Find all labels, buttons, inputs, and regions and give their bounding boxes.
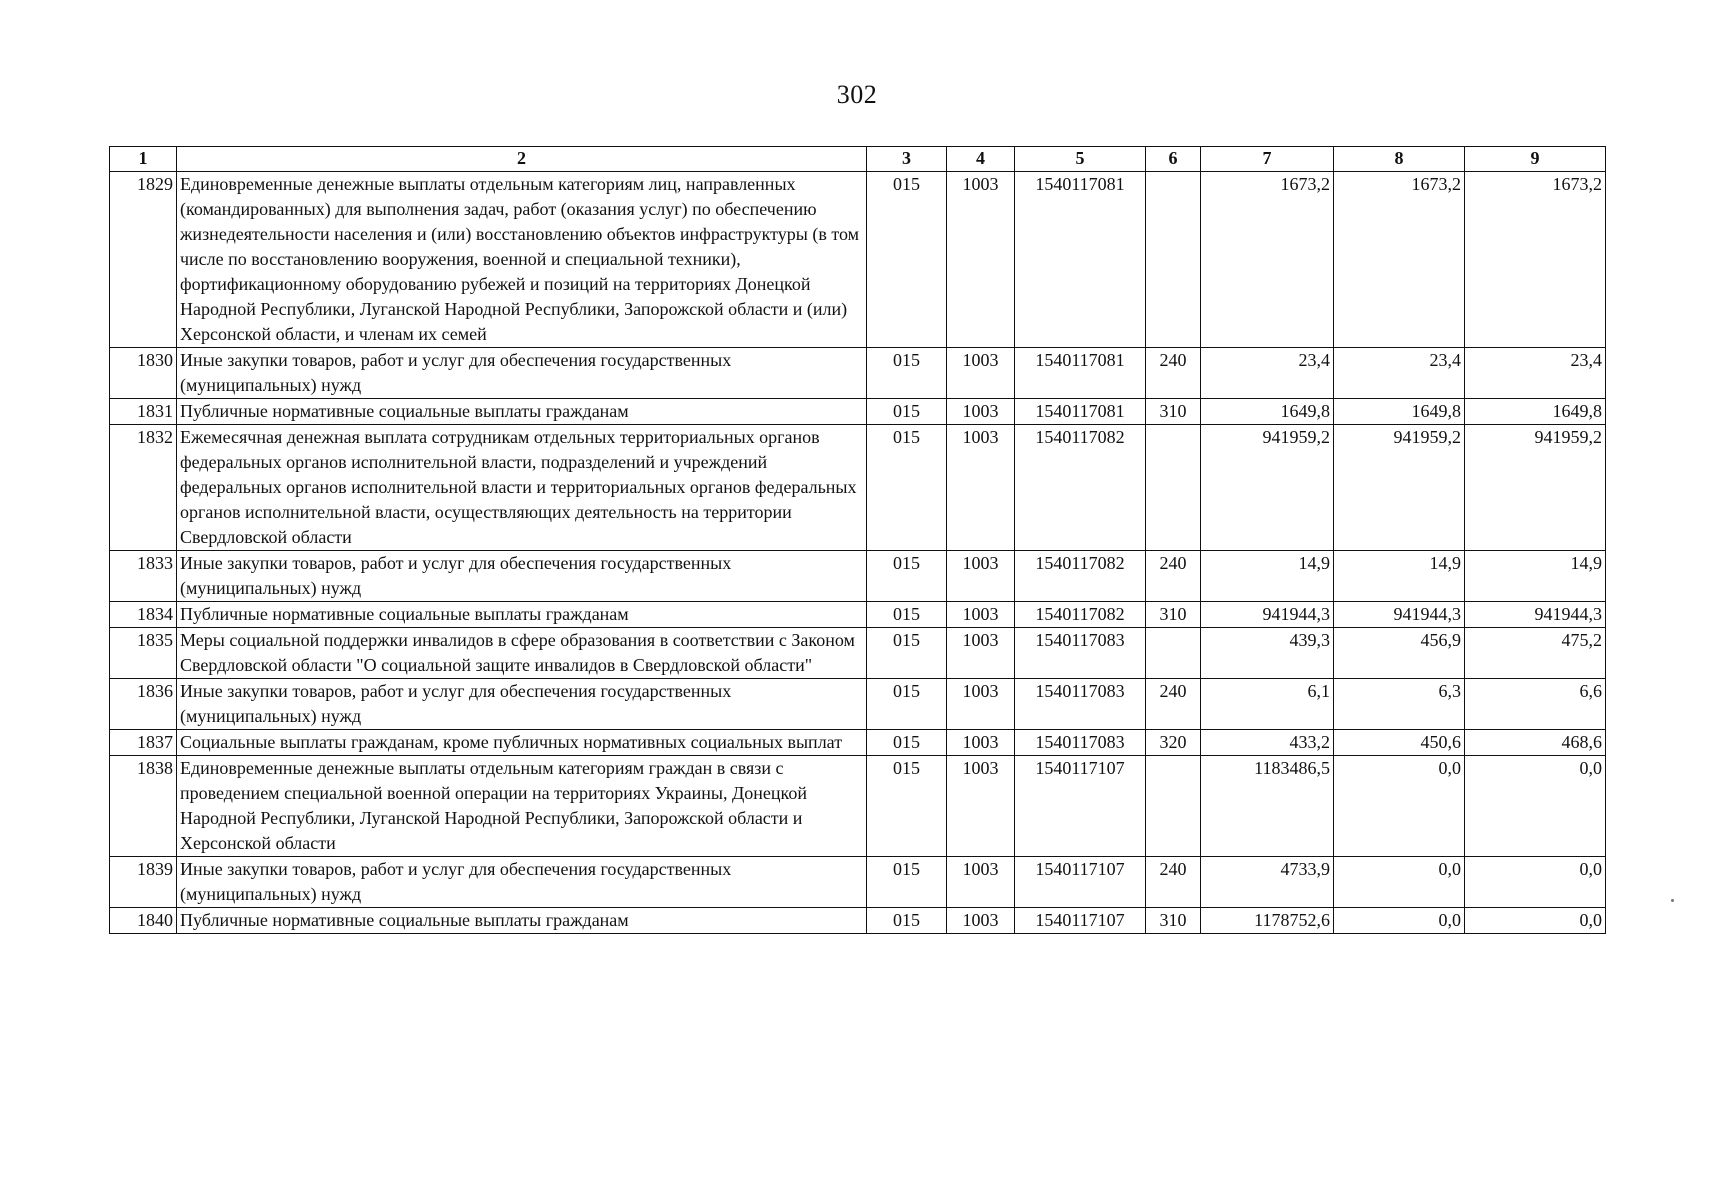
row-amount-col9-cell: 475,2 xyxy=(1465,628,1606,679)
row-section-code-cell: 1003 xyxy=(947,425,1015,551)
header-col-1: 1 xyxy=(110,147,177,172)
row-amount-col8-cell: 14,9 xyxy=(1334,551,1465,602)
header-col-4: 4 xyxy=(947,147,1015,172)
row-amount-col8-cell: 1649,8 xyxy=(1334,399,1465,425)
row-chapter-code-cell: 015 xyxy=(867,348,947,399)
table-row xyxy=(110,857,1606,908)
row-expense-type-cell: 240 xyxy=(1146,857,1201,908)
row-section-code-cell: 1003 xyxy=(947,602,1015,628)
row-number-cell: 1836 xyxy=(110,679,177,730)
table-row xyxy=(110,172,1606,348)
table-row xyxy=(110,348,1606,399)
row-amount-col8-cell: 941944,3 xyxy=(1334,602,1465,628)
row-name-cell: Меры социальной поддержки инвалидов в сфере образования в соответствии с Законом Свердловской области "О социальной защите инвалидов в Свердловской области" xyxy=(177,628,867,679)
row-amount-col7-cell: 4733,9 xyxy=(1201,857,1334,908)
row-number-cell: 1830 xyxy=(110,348,177,399)
row-amount-col8-cell: 1673,2 xyxy=(1334,172,1465,348)
row-chapter-code-cell: 015 xyxy=(867,425,947,551)
table-row xyxy=(110,628,1606,679)
row-name-cell: Публичные нормативные социальные выплаты гражданам xyxy=(177,908,867,934)
row-name-cell: Иные закупки товаров, работ и услуг для обеспечения государственных (муниципальных) нужд xyxy=(177,348,867,399)
page-number: 302 xyxy=(836,80,878,109)
row-amount-col8-cell: 23,4 xyxy=(1334,348,1465,399)
row-amount-col9-cell: 14,9 xyxy=(1465,551,1606,602)
row-name-cell: Единовременные денежные выплаты отдельным категориям лиц, направленных (командированных) для выполнения задач, работ (оказания услуг) по обеспечению жизнедеятельности населения и (или) восстановлению объектов инфраструктуры (в том числе по восстановлению вооружения, военной и специальной техники), фортификационному оборудованию рубежей и позиций на территориях Донецкой Народной Республики, Луганской Народной Республики, Запорожской области и (или) Херсонской области, и членам их семей xyxy=(177,172,867,348)
row-section-code-cell: 1003 xyxy=(947,857,1015,908)
row-name-cell: Публичные нормативные социальные выплаты гражданам xyxy=(177,602,867,628)
row-target-code-cell: 1540117083 xyxy=(1015,628,1146,679)
row-amount-col7-cell: 14,9 xyxy=(1201,551,1334,602)
row-amount-col9-cell: 1649,8 xyxy=(1465,399,1606,425)
row-chapter-code-cell: 015 xyxy=(867,908,947,934)
row-chapter-code-cell: 015 xyxy=(867,857,947,908)
row-expense-type-cell: 320 xyxy=(1146,730,1201,756)
table-row xyxy=(110,679,1606,730)
header-col-9: 9 xyxy=(1465,147,1606,172)
row-expense-type-cell xyxy=(1146,756,1201,857)
row-section-code-cell: 1003 xyxy=(947,679,1015,730)
row-target-code-cell: 1540117107 xyxy=(1015,857,1146,908)
row-number-cell: 1831 xyxy=(110,399,177,425)
row-expense-type-cell xyxy=(1146,425,1201,551)
row-chapter-code-cell: 015 xyxy=(867,399,947,425)
row-number-cell: 1834 xyxy=(110,602,177,628)
row-amount-col8-cell: 6,3 xyxy=(1334,679,1465,730)
row-section-code-cell: 1003 xyxy=(947,172,1015,348)
row-amount-col7-cell: 1673,2 xyxy=(1201,172,1334,348)
row-name-cell: Единовременные денежные выплаты отдельным категориям граждан в связи с проведением специальной военной операции на территориях Украины, Донецкой Народной Республики, Луганской Народной Республики, Запорожской области и Херсонской области xyxy=(177,756,867,857)
row-target-code-cell: 1540117082 xyxy=(1015,602,1146,628)
row-expense-type-cell: 240 xyxy=(1146,348,1201,399)
row-amount-col7-cell: 941959,2 xyxy=(1201,425,1334,551)
row-amount-col9-cell: 6,6 xyxy=(1465,679,1606,730)
row-amount-col9-cell: 0,0 xyxy=(1465,857,1606,908)
table-row xyxy=(110,425,1606,551)
row-amount-col7-cell: 1649,8 xyxy=(1201,399,1334,425)
row-target-code-cell: 1540117107 xyxy=(1015,908,1146,934)
row-amount-col9-cell: 468,6 xyxy=(1465,730,1606,756)
header-col-3: 3 xyxy=(867,147,947,172)
row-number-cell: 1839 xyxy=(110,857,177,908)
table-header-row xyxy=(110,147,1606,172)
row-name-cell: Иные закупки товаров, работ и услуг для обеспечения государственных (муниципальных) нужд xyxy=(177,551,867,602)
row-amount-col8-cell: 456,9 xyxy=(1334,628,1465,679)
row-target-code-cell: 1540117081 xyxy=(1015,399,1146,425)
row-expense-type-cell: 240 xyxy=(1146,679,1201,730)
table-row xyxy=(110,730,1606,756)
row-expense-type-cell xyxy=(1146,628,1201,679)
row-amount-col8-cell: 450,6 xyxy=(1334,730,1465,756)
row-amount-col8-cell: 0,0 xyxy=(1334,756,1465,857)
row-section-code-cell: 1003 xyxy=(947,730,1015,756)
row-amount-col9-cell: 23,4 xyxy=(1465,348,1606,399)
row-number-cell: 1833 xyxy=(110,551,177,602)
row-expense-type-cell: 310 xyxy=(1146,399,1201,425)
row-amount-col7-cell: 941944,3 xyxy=(1201,602,1334,628)
table-row xyxy=(110,399,1606,425)
header-col-7: 7 xyxy=(1201,147,1334,172)
row-amount-col7-cell: 439,3 xyxy=(1201,628,1334,679)
row-amount-col9-cell: 941944,3 xyxy=(1465,602,1606,628)
row-name-cell: Ежемесячная денежная выплата сотрудникам отдельных территориальных органов федеральных органов исполнительной власти, подразделений и учреждений федеральных органов исполнительной власти и территориальных органов федеральных органов исполнительной власти, осуществляющих деятельность на территории Свердловской области xyxy=(177,425,867,551)
row-number-cell: 1829 xyxy=(110,172,177,348)
row-target-code-cell: 1540117083 xyxy=(1015,730,1146,756)
row-name-cell: Иные закупки товаров, работ и услуг для обеспечения государственных (муниципальных) нужд xyxy=(177,857,867,908)
row-chapter-code-cell: 015 xyxy=(867,172,947,348)
table-row xyxy=(110,551,1606,602)
header-col-2: 2 xyxy=(177,147,867,172)
scan-speck xyxy=(1671,899,1674,902)
row-amount-col8-cell: 0,0 xyxy=(1334,908,1465,934)
row-number-cell: 1835 xyxy=(110,628,177,679)
row-amount-col7-cell: 433,2 xyxy=(1201,730,1334,756)
row-amount-col8-cell: 0,0 xyxy=(1334,857,1465,908)
row-amount-col9-cell: 0,0 xyxy=(1465,908,1606,934)
row-chapter-code-cell: 015 xyxy=(867,756,947,857)
row-chapter-code-cell: 015 xyxy=(867,602,947,628)
row-section-code-cell: 1003 xyxy=(947,908,1015,934)
table-body xyxy=(110,172,1606,934)
row-chapter-code-cell: 015 xyxy=(867,730,947,756)
row-expense-type-cell xyxy=(1146,172,1201,348)
row-expense-type-cell: 310 xyxy=(1146,908,1201,934)
row-number-cell: 1840 xyxy=(110,908,177,934)
row-name-cell: Публичные нормативные социальные выплаты гражданам xyxy=(177,399,867,425)
row-amount-col7-cell: 1183486,5 xyxy=(1201,756,1334,857)
row-expense-type-cell: 310 xyxy=(1146,602,1201,628)
row-chapter-code-cell: 015 xyxy=(867,679,947,730)
row-name-cell: Социальные выплаты гражданам, кроме публичных нормативных социальных выплат xyxy=(177,730,867,756)
row-target-code-cell: 1540117081 xyxy=(1015,348,1146,399)
row-amount-col7-cell: 6,1 xyxy=(1201,679,1334,730)
row-target-code-cell: 1540117107 xyxy=(1015,756,1146,857)
row-section-code-cell: 1003 xyxy=(947,628,1015,679)
row-number-cell: 1838 xyxy=(110,756,177,857)
row-target-code-cell: 1540117081 xyxy=(1015,172,1146,348)
row-amount-col9-cell: 0,0 xyxy=(1465,756,1606,857)
row-section-code-cell: 1003 xyxy=(947,399,1015,425)
row-amount-col9-cell: 1673,2 xyxy=(1465,172,1606,348)
row-target-code-cell: 1540117082 xyxy=(1015,551,1146,602)
header-col-6: 6 xyxy=(1146,147,1201,172)
row-section-code-cell: 1003 xyxy=(947,756,1015,857)
budget-table xyxy=(109,146,1606,934)
row-chapter-code-cell: 015 xyxy=(867,628,947,679)
row-chapter-code-cell: 015 xyxy=(867,551,947,602)
row-number-cell: 1837 xyxy=(110,730,177,756)
row-expense-type-cell: 240 xyxy=(1146,551,1201,602)
row-amount-col8-cell: 941959,2 xyxy=(1334,425,1465,551)
row-number-cell: 1832 xyxy=(110,425,177,551)
row-name-cell: Иные закупки товаров, работ и услуг для обеспечения государственных (муниципальных) нужд xyxy=(177,679,867,730)
row-target-code-cell: 1540117083 xyxy=(1015,679,1146,730)
header-col-5: 5 xyxy=(1015,147,1146,172)
table-row xyxy=(110,756,1606,857)
row-amount-col7-cell: 23,4 xyxy=(1201,348,1334,399)
table-row xyxy=(110,602,1606,628)
table-row xyxy=(110,908,1606,934)
row-target-code-cell: 1540117082 xyxy=(1015,425,1146,551)
row-section-code-cell: 1003 xyxy=(947,348,1015,399)
header-col-8: 8 xyxy=(1334,147,1465,172)
row-section-code-cell: 1003 xyxy=(947,551,1015,602)
row-amount-col9-cell: 941959,2 xyxy=(1465,425,1606,551)
row-amount-col7-cell: 1178752,6 xyxy=(1201,908,1334,934)
